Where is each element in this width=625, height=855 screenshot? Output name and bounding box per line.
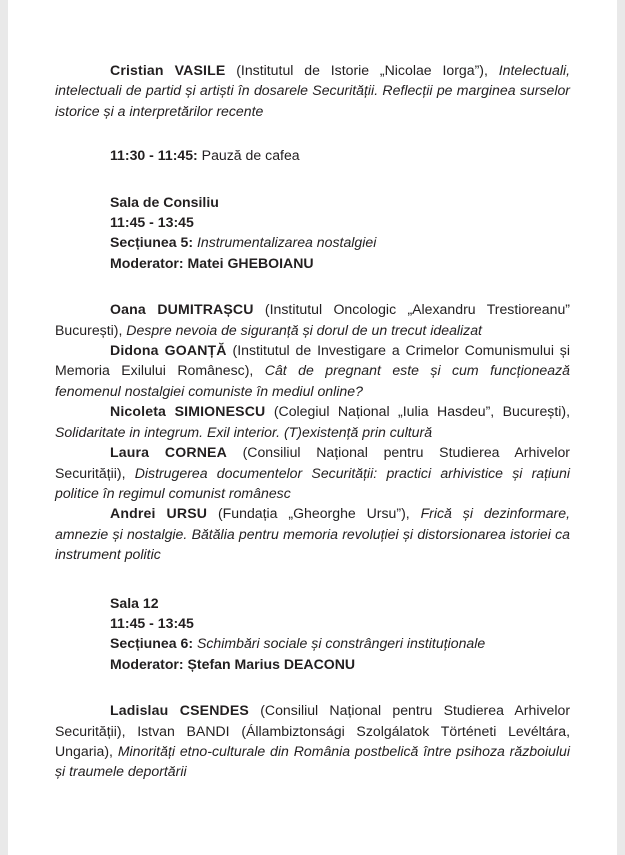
speaker-affiliation: (Institutul Oncologic „Alexandru Trestioreanu” București), xyxy=(55,301,570,338)
conference-entry xyxy=(55,700,570,782)
speaker-affiliation: (Institutul de Investigare a Crimelor Comunismului și Memoria Exilului Românesc), xyxy=(55,342,570,379)
session-section-label: Secțiunea 5: xyxy=(110,234,194,251)
speaker-name: Nicoleta SIMIONESCU xyxy=(110,403,266,420)
document-content xyxy=(55,60,570,782)
speaker-affiliation: (Fundația „Gheorghe Ursu”), xyxy=(207,505,421,522)
speaker-name: Ladislau CSENDES xyxy=(110,702,249,719)
spacer xyxy=(55,166,570,192)
speaker-name: Andrei URSU xyxy=(110,505,208,522)
session-time: 11:45 - 13:45 xyxy=(110,614,194,631)
presentation-title: Solidaritate in integrum. Exil interior. (T)existență prin cultură xyxy=(55,423,433,440)
spacer xyxy=(55,273,570,299)
presentation-title: Intelectuali, intelectuali de partid și artiști în dosarele Securității. Reflecții pe marginea surselor istorice și a interpretărilor recente xyxy=(55,62,570,119)
session-section-title: Schimbări sociale și constrângeri instituționale xyxy=(193,635,486,652)
session-header-6 xyxy=(55,593,570,675)
coffee-break-line xyxy=(110,145,570,165)
presentation-title: Despre nevoia de siguranță și dorul de un trecut idealizat xyxy=(126,321,482,338)
session-room: Sala de Consiliu xyxy=(110,193,219,210)
speaker-name: Didona GOANȚĂ xyxy=(110,342,227,359)
conference-entry xyxy=(55,299,570,340)
coffee-break-block xyxy=(55,145,570,165)
session-section-title: Instrumentalizarea nostalgiei xyxy=(193,234,377,251)
presentation-title: Distrugerea documentelor Securității: practici arhivistice și rațiuni politice în regimul comunist românesc xyxy=(55,464,570,501)
coffee-break-label: Pauză de cafea xyxy=(197,147,300,164)
session-section-line xyxy=(110,633,570,653)
conference-entry xyxy=(55,401,570,442)
spacer xyxy=(55,674,570,700)
coffee-break-time: 11:30 - 11:45: xyxy=(110,147,198,164)
presentation-title: Frică și dezinformare, amnezie și nostalgie. Bătălia pentru memoria revoluției și distorsionarea istoriei ca instrument politic xyxy=(55,505,570,563)
speaker-name: Cristian VASILE xyxy=(110,62,226,78)
speaker-affiliation: (Consiliul Național pentru Studierea Arhivelor Securității), xyxy=(55,444,571,481)
session-moderator: Moderator: Matei GHEBOIANU xyxy=(110,254,314,271)
speaker-name: Laura CORNEA xyxy=(110,444,227,461)
session-section-label: Secțiunea 6: xyxy=(110,635,194,652)
speaker-affiliation: (Consiliul Național pentru Studierea Arhivelor Securității), Istvan BANDI (Állambiztonsági Szolgálatok Történeti Levéltára, Ungaria), xyxy=(55,702,571,759)
presentation-title: Cât de pregnant este și cum funcționează fenomenul nostalgiei comuniste în mediul online? xyxy=(55,362,570,399)
document-page xyxy=(8,0,617,855)
speaker-affiliation: (Colegiul Național „Iulia Hasdeu”, București), xyxy=(265,403,570,420)
session-section-line xyxy=(110,232,570,252)
session-moderator: Moderator: Ștefan Marius DEACONU xyxy=(110,655,356,672)
conference-entry xyxy=(55,340,570,401)
session-header-5 xyxy=(55,192,570,274)
presentation-title: Minorități etno-culturale din România postbelică între psihoza războiului și traumele deportării xyxy=(55,742,570,780)
session-time: 11:45 - 13:45 xyxy=(110,214,194,231)
session-room: Sala 12 xyxy=(110,594,159,611)
speaker-affiliation: (Institutul de Istorie „Nicolae Iorga”), xyxy=(225,62,499,78)
conference-entry xyxy=(55,442,570,503)
spacer xyxy=(55,565,570,593)
conference-entry xyxy=(55,60,570,121)
conference-entry xyxy=(55,503,570,564)
speaker-name: Oana DUMITRAȘCU xyxy=(110,301,254,318)
spacer xyxy=(55,121,570,145)
